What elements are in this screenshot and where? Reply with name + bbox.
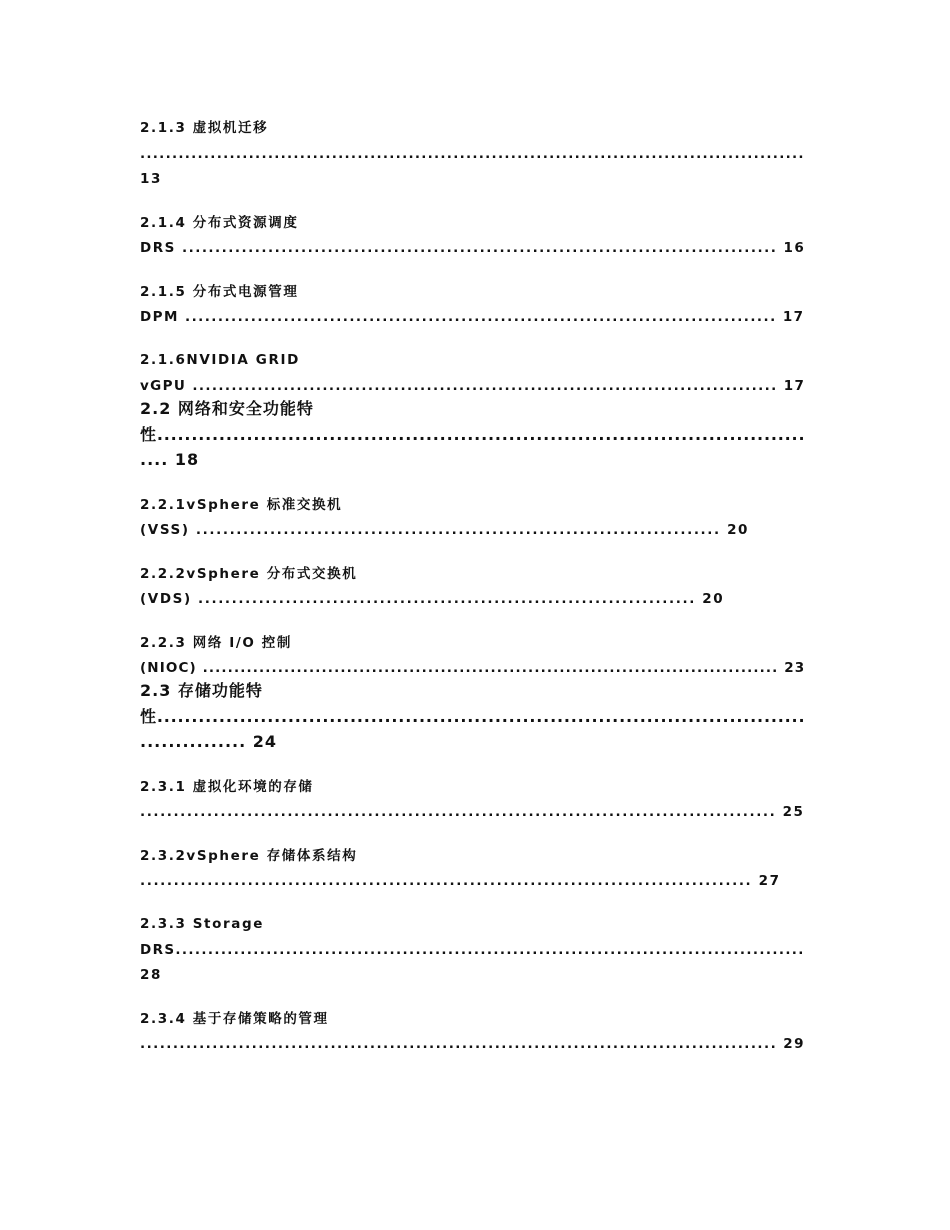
toc-line-2-2-2[interactable] [140, 590, 724, 608]
toc-line-2-3-4[interactable] [140, 1035, 805, 1053]
toc-cont-2-3-3: DRS................................................................................................. [140, 942, 805, 958]
toc-page-2-2-3[interactable]: 23 [784, 660, 806, 676]
toc-line-2-2-tail[interactable] [140, 451, 199, 469]
toc-title-2-2[interactable]: 2.2 网络和安全功能特 [140, 399, 314, 418]
toc-page-2-3-3[interactable]: 28 [140, 967, 162, 983]
toc-page-2-2-2[interactable]: 20 [702, 591, 725, 607]
toc-page-2-3[interactable]: 24 [252, 732, 278, 751]
toc-leader-2-3-2: ........................................................................................... [140, 873, 753, 889]
toc-page-2-1-4[interactable]: 16 [783, 240, 806, 256]
toc-line-2-3-1[interactable] [140, 803, 805, 821]
toc-line-2-2-3[interactable] [140, 659, 805, 677]
toc-title-2-1-3[interactable]: 2.1.3 虚拟机迁移 [140, 120, 269, 136]
toc-line-2-1-5[interactable] [140, 308, 805, 326]
toc-line-2-3-tail[interactable] [140, 733, 277, 751]
toc-title-2-2-1[interactable]: 2.2.1vSphere 标准交换机 [140, 497, 343, 513]
toc-title-2-3-4[interactable]: 2.3.4 基于存储策略的管理 [140, 1011, 329, 1027]
toc-page-2-3-4[interactable]: 29 [783, 1036, 805, 1052]
toc-title-2-2-2[interactable]: 2.2.2vSphere 分布式交换机 [140, 566, 358, 582]
toc-cont-2-2-1: (VSS) .............................................................................. [140, 522, 721, 538]
toc-page-2-2-1[interactable]: 20 [727, 522, 750, 538]
toc-line-2-1-6[interactable] [140, 377, 805, 395]
toc-line-2-1-4[interactable] [140, 239, 805, 257]
toc-line-2-2-1[interactable] [140, 521, 749, 539]
toc-page-2-1-5[interactable]: 17 [782, 309, 805, 325]
toc-cont-2-3: 性.............................................................................................. [140, 707, 806, 726]
toc-cont-2-2-3: (NIOC) ............................................................................................ [140, 660, 779, 676]
toc-page-2-3-1[interactable]: 25 [782, 804, 805, 820]
toc-leader-2-1-3: ........................................................................................................ [140, 146, 805, 162]
toc-cont-2-2-2: (VDS) .......................................................................... [140, 591, 696, 607]
toc-cont-2-1-6: vGPU .......................................................................................... [140, 378, 778, 394]
toc-page-2-2[interactable]: 18 [174, 450, 200, 469]
toc-tail-2-2: .... [140, 450, 169, 469]
toc-title-2-1-6[interactable]: 2.1.6NVIDIA GRID [140, 352, 300, 368]
toc-title-2-1-5[interactable]: 2.1.5 分布式电源管理 [140, 284, 299, 300]
toc-title-2-3-2[interactable]: 2.3.2vSphere 存储体系结构 [140, 848, 358, 864]
toc-cont-2-1-5: DPM .......................................................................................... [140, 309, 777, 325]
toc-title-2-2-3[interactable]: 2.2.3 网络 I/O 控制 [140, 635, 292, 651]
toc-leader-2-3-4: ................................................................................................. [140, 1036, 778, 1052]
toc-cont-2-1-4: DRS .......................................................................................... [140, 240, 778, 256]
toc-title-2-1-4[interactable]: 2.1.4 分布式资源调度 [140, 215, 299, 231]
toc-page-2-1-6[interactable]: 17 [783, 378, 806, 394]
toc-leader-2-3-1: ............................................................................................... [140, 804, 777, 820]
toc-tail-2-3: ............... [140, 732, 247, 751]
toc-page-2-1-3[interactable]: 13 [140, 171, 162, 187]
toc-title-2-3-1[interactable]: 2.3.1 虚拟化环境的存储 [140, 779, 314, 795]
toc-cont-2-2: 性.............................................................................................. [140, 425, 806, 444]
toc-title-2-3[interactable]: 2.3 存储功能特 [140, 681, 263, 700]
toc-page-2-3-2[interactable]: 27 [758, 873, 781, 889]
toc-line-2-3-2[interactable] [140, 872, 781, 890]
toc-title-2-3-3[interactable]: 2.3.3 Storage [140, 916, 264, 932]
